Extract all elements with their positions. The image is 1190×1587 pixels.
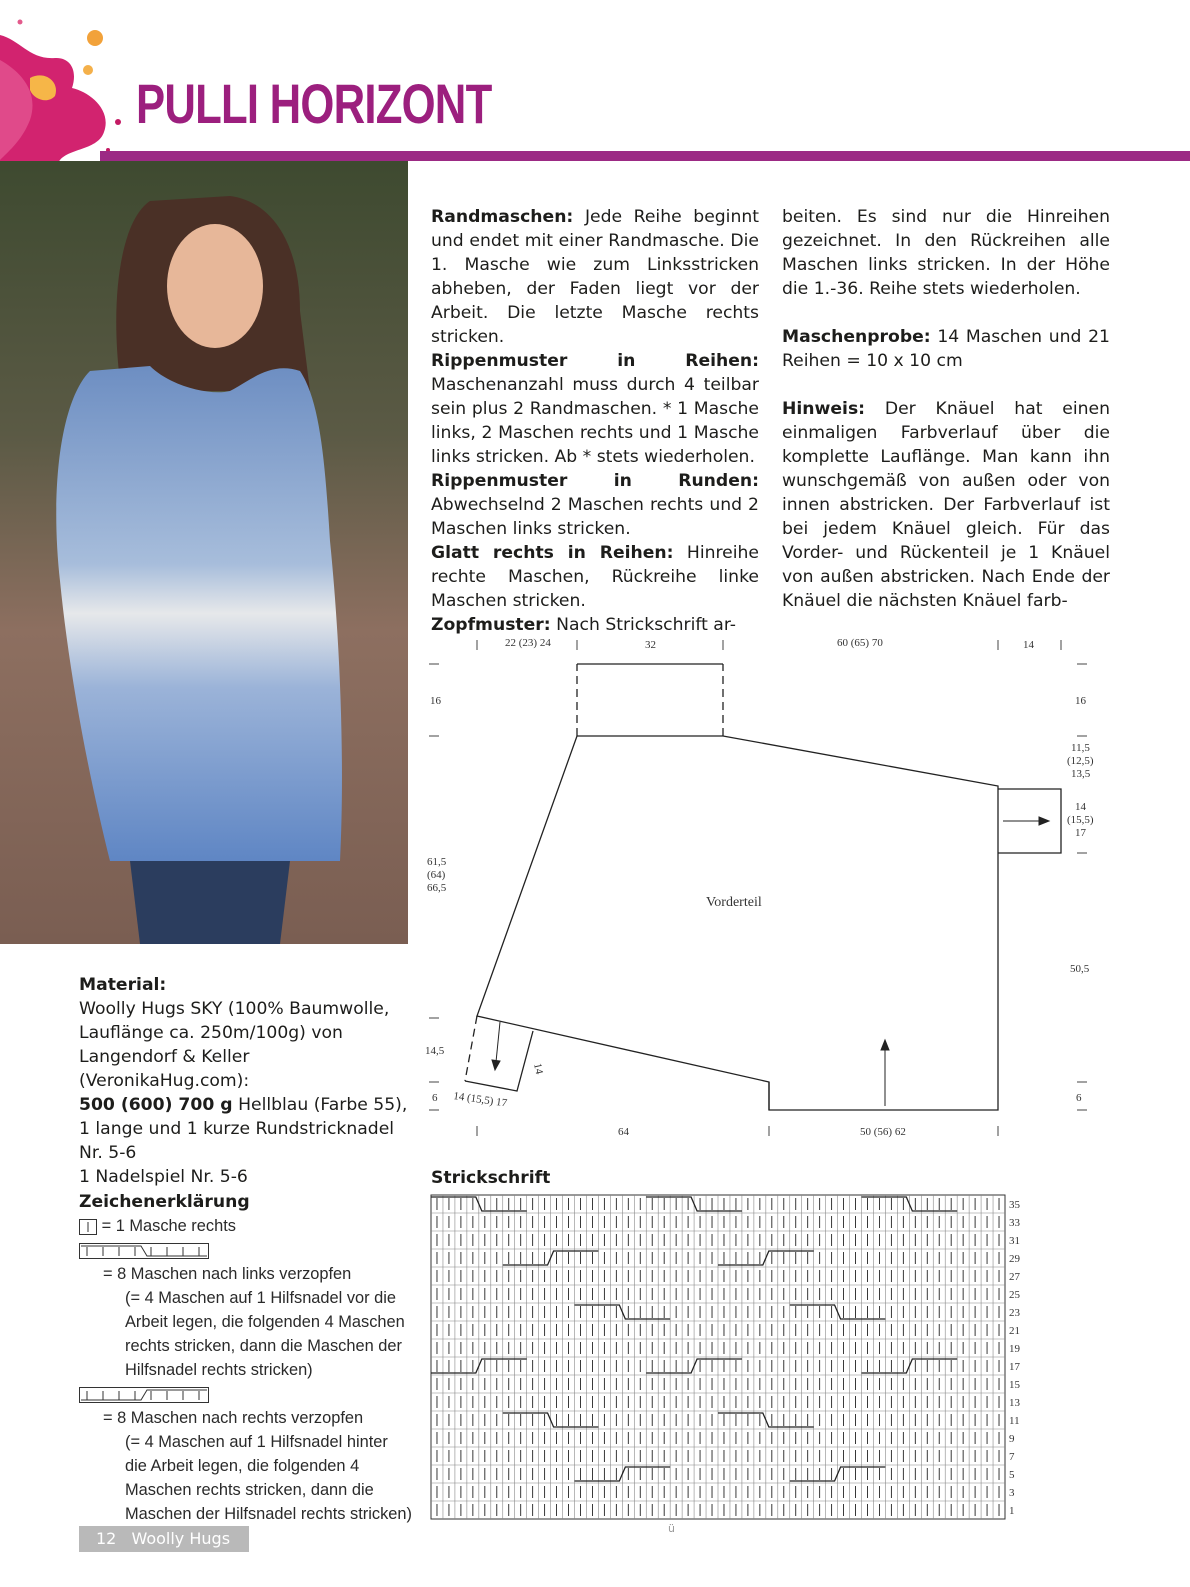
legend-item3-main: = 8 Maschen nach rechts verzopfen — [103, 1409, 364, 1427]
text-column-1 — [431, 205, 759, 637]
hinweis-text: Der Knäuel hat einen einmaligen Farbverlauf über die komplette Lauflänge. Man kann ihn wunschgemäß von außen oder von innen abstricken. Der Farbverlauf ist bei jedem Knäuel gleich. Für das Vorder- und Rückenteil je 1 Knäuel von außen abstricken. Nach Ende der Knäuel die nächsten Knäuel farb- — [782, 399, 1110, 611]
row-number-label: 29 — [1009, 1253, 1020, 1265]
rippen-reihen-text: Maschenanzahl muss durch 4 teilbar sein plus 2 Randmaschen. * 1 Masche links, 2 Maschen rechts und 1 Masche links stricken. Ab * stets wiederholen. — [431, 375, 759, 467]
glatt-label: Glatt rechts in Reihen: — [431, 543, 674, 563]
cuff-arrow — [496, 1022, 500, 1062]
dim-sleeve-2: (15,5) — [1067, 814, 1094, 826]
material-line3: 1 Nadelspiel Nr. 5-6 — [79, 1167, 248, 1187]
row-number-label: 13 — [1009, 1397, 1020, 1409]
dim-left-height-1: 61,5 — [427, 856, 447, 868]
legend-item3-detail: (= 4 Maschen auf 1 Hilfsnadel hinter die Arbeit legen, die folgenden 4 Maschen rechts stricken, dann die Maschen der Hilfsnadel rechts stricken) — [125, 1433, 412, 1523]
folio-mark: ü — [668, 1522, 675, 1535]
material-amount: 500 (600) 700 g — [79, 1095, 233, 1115]
text-column-2 — [782, 205, 1110, 613]
dim-left-height-3: 66,5 — [427, 882, 447, 894]
legend-item1-text: = 1 Masche rechts — [101, 1217, 236, 1235]
hinweis-label: Hinweis: — [782, 399, 866, 419]
knit-symbol-icon — [79, 1219, 97, 1235]
sleeve-arrowhead-icon — [1039, 817, 1049, 825]
legend-section — [79, 1190, 414, 1526]
row-number-label: 9 — [1009, 1433, 1015, 1445]
dim-sleeve-1: 14 — [1075, 801, 1086, 813]
legend-heading: Zeichenerklärung — [79, 1192, 250, 1212]
material-heading: Material: — [79, 975, 167, 995]
page-title: PULLI HORIZONT — [136, 72, 492, 135]
row-number-label: 23 — [1009, 1307, 1020, 1319]
legend-item2-detail: (= 4 Maschen auf 1 Hilfsnadel vor die Arbeit legen, die folgenden 4 Maschen rechts stricken, dann die Maschen der Hilfsnadel rechts stricken) — [125, 1289, 405, 1379]
dim-left-height-2: (64) — [427, 869, 446, 881]
hem-arrowhead-icon — [881, 1040, 889, 1050]
part-label-vorderteil: Vorderteil — [706, 895, 762, 910]
row-number-label: 31 — [1009, 1235, 1020, 1247]
row-number-label: 3 — [1009, 1487, 1015, 1499]
row-number-label: 19 — [1009, 1343, 1020, 1355]
maschenprobe-text: 14 Maschen und 21 Reihen = 10 x 10 cm — [782, 327, 1110, 371]
dim-top-right: 60 (65) 70 — [837, 637, 883, 649]
randmaschen-text: Jede Reihe beginnt und endet mit einer Randmasche. Die 1. Masche wie zum Linksstricken abheben, der Faden liegt vor der Arbeit. Die letzte Masche rechts stricken. — [431, 207, 759, 347]
dim-sleeve-3: 17 — [1075, 827, 1086, 839]
model-photo — [0, 161, 408, 944]
dim-shoulder-1: 11,5 — [1071, 742, 1090, 754]
dim-right-505: 50,5 — [1070, 963, 1090, 975]
row-number-label: 17 — [1009, 1361, 1020, 1373]
cable-left-symbol-icon — [79, 1243, 209, 1259]
front-panel-outline — [477, 736, 998, 1110]
row-number-label: 11 — [1009, 1415, 1020, 1427]
row-number-label: 35 — [1009, 1199, 1020, 1211]
cuff-arrowhead-icon — [492, 1060, 500, 1070]
dim-right-16: 16 — [1075, 695, 1086, 707]
row-number-label: 5 — [1009, 1469, 1015, 1481]
zopf-cont-text: beiten. Es sind nur die Hinreihen gezeichnet. In den Rückreihen alle Maschen links stricken. In der Höhe die 1.-36. Reihe stets wiederholen. — [782, 207, 1110, 299]
dim-top-left: 22 (23) 24 — [505, 637, 551, 649]
row-number-label: 7 — [1009, 1451, 1015, 1463]
glatt-text: Hinreihe rechte Maschen, Rückreihe linke Maschen stricken. — [431, 543, 759, 611]
row-number-label: 25 — [1009, 1289, 1020, 1301]
pattern-schematic — [425, 636, 1110, 1156]
randmaschen-label: Randmaschen: — [431, 207, 574, 227]
page-number: 12 — [96, 1529, 117, 1548]
title-rule — [100, 151, 1190, 161]
material-section — [79, 973, 411, 1189]
legend-item2-main: = 8 Maschen nach links verzopfen — [103, 1265, 352, 1283]
material-line1: Woolly Hugs SKY (100% Baumwolle, Lauflänge ca. 250m/100g) von Langendorf & Keller (VeronikaHug.com): — [79, 999, 390, 1091]
cuff-dashed-edge — [465, 1016, 477, 1081]
row-number-label: 1 — [1009, 1505, 1015, 1517]
maschenprobe-label: Maschenprobe: — [782, 327, 931, 347]
dim-shoulder-3: 13,5 — [1071, 768, 1091, 780]
rippen-runden-label: Rippenmuster in Runden: — [431, 471, 759, 491]
dim-cuff-bottom: 14 (15,5) 17 — [452, 1090, 508, 1110]
zopf-text: Nach Strickschrift ar- — [556, 615, 737, 635]
legend-item-knit — [79, 1214, 414, 1238]
legend-item-cable-right — [79, 1382, 414, 1526]
dim-shoulder-2: (12,5) — [1067, 755, 1094, 767]
row-number-label: 21 — [1009, 1325, 1020, 1337]
dim-left-145: 14,5 — [425, 1045, 445, 1057]
dim-top-mid: 32 — [645, 639, 656, 651]
dim-cuff-side: 14 — [531, 1062, 546, 1076]
dim-right-6: 6 — [1076, 1092, 1082, 1104]
footer-brand: Woolly Hugs — [131, 1529, 231, 1548]
row-number-label: 15 — [1009, 1379, 1020, 1391]
dim-bottom-64: 64 — [618, 1126, 629, 1138]
dim-top-far: 14 — [1023, 639, 1034, 651]
row-number-label: 27 — [1009, 1271, 1020, 1283]
dim-bottom-right: 50 (56) 62 — [860, 1126, 906, 1138]
legend-item-cable-left — [79, 1238, 414, 1382]
knitting-chart — [430, 1194, 1042, 1522]
rippen-reihen-label: Rippenmuster in Reihen: — [431, 351, 759, 371]
material-amount-text: Hellblau (Farbe 55), 1 lange und 1 kurze Rundstricknadel Nr. 5-6 — [79, 1095, 408, 1163]
zopf-label: Zopfmuster: — [431, 615, 551, 635]
page-footer — [79, 1526, 249, 1552]
row-number-label: 33 — [1009, 1217, 1020, 1229]
dim-left-16: 16 — [430, 695, 441, 707]
cable-right-symbol-icon — [79, 1387, 209, 1403]
rippen-runden-text: Abwechselnd 2 Maschen rechts und 2 Maschen links stricken. — [431, 495, 759, 539]
chart-title: Strickschrift — [431, 1168, 551, 1188]
dim-left-6: 6 — [432, 1092, 438, 1104]
